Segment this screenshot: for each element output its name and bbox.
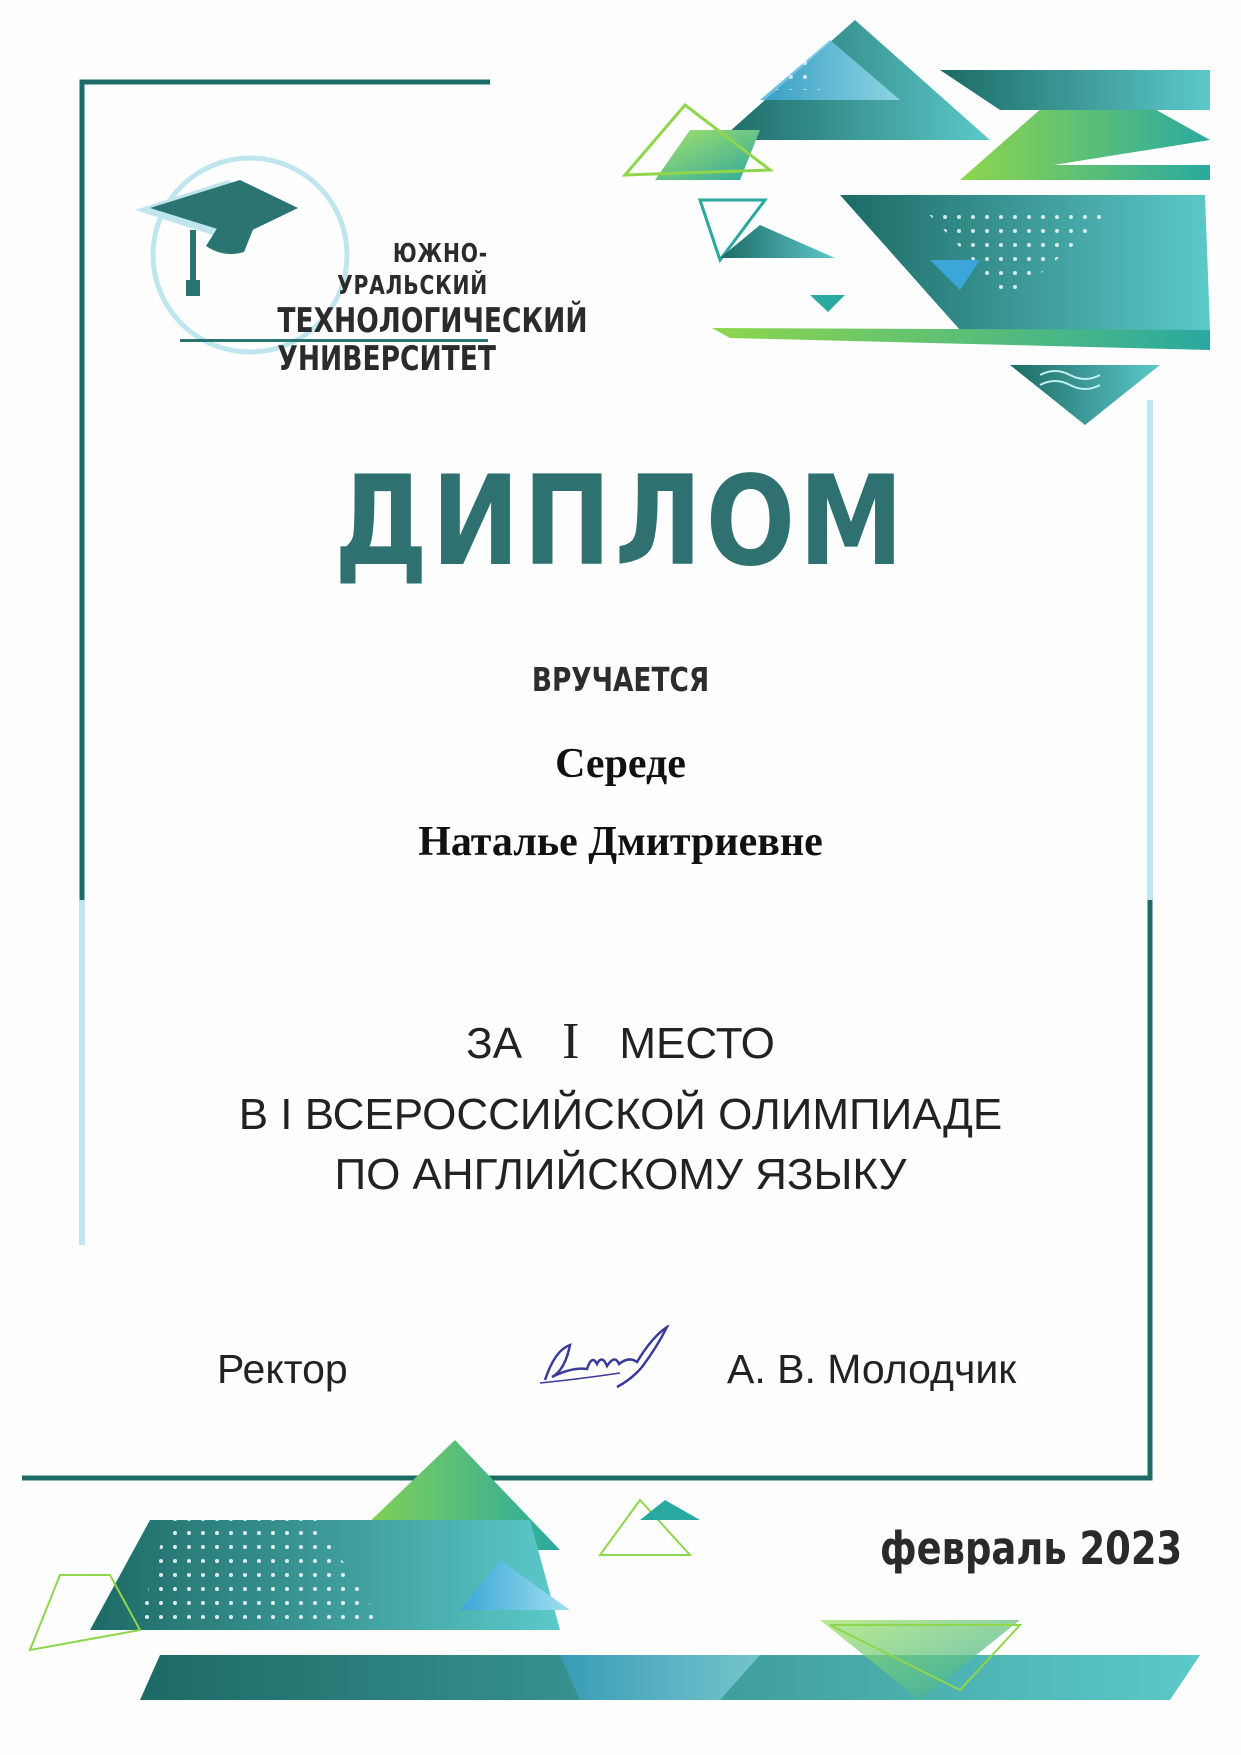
- university-name-line1: ЮЖНО-УРАЛЬСКИЙ: [337, 239, 488, 301]
- university-name-line3: УНИВЕРСИТЕТ: [277, 339, 496, 379]
- university-name-line2: ТЕХНОЛОГИЧЕСКИЙ: [277, 301, 588, 341]
- diploma-title: ДИПЛОМ: [334, 450, 907, 594]
- place-prefix: ЗА: [466, 1019, 523, 1068]
- awarded-label: ВРУЧАЕТСЯ: [531, 660, 710, 699]
- place-suffix: МЕСТО: [619, 1019, 775, 1068]
- issue-date: февраль 2023: [880, 1522, 1183, 1575]
- top-right-ornament: [625, 20, 1210, 425]
- recipient-given-names: Наталье Дмитриевне: [418, 819, 823, 865]
- place-line: [0, 1012, 1241, 1071]
- signatory-position: Ректор: [217, 1346, 348, 1392]
- olympiad-subject-line: ПО АНГЛИЙСКОМУ ЯЗЫКУ: [334, 1150, 907, 1199]
- signature-icon: [535, 1325, 685, 1405]
- olympiad-name-line: В I ВСЕРОССИЙСКОЙ ОЛИМПИАДЕ: [238, 1090, 1003, 1139]
- university-name: [277, 238, 588, 379]
- place-number: I: [562, 1013, 580, 1070]
- signatory-name: А. В. Молодчик: [727, 1346, 1017, 1392]
- recipient-surname: Середе: [555, 741, 686, 787]
